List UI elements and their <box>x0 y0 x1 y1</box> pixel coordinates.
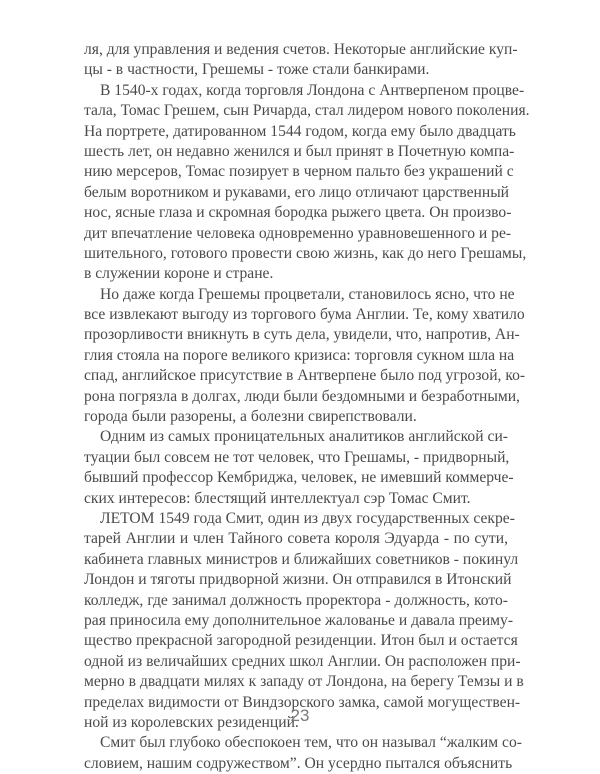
text-line: шительного, готового провести свою жизнь, как до него Грешамы, <box>84 244 527 262</box>
text-line: рона погрязла в долгах, люди были бездомными и безработными, <box>84 387 520 405</box>
text-line: Одним из самых проницательных аналитиков английской си- <box>100 428 508 446</box>
text-line: в служении короне и стране. <box>84 265 274 283</box>
text-line: ских интересов: блестящий интеллектуал сэр Томас Смит. <box>84 489 471 507</box>
text-line: нию мерсеров, Томас позирует в черном пальто без украшений с <box>84 163 514 181</box>
text-line: тала, Томас Грешем, сын Ричарда, стал лидером нового поколения. <box>84 102 530 120</box>
text-line: города были разорены, а болезни свирепствовали. <box>84 408 417 426</box>
text-line: В 1540-х годах, когда торговля Лондона с Антверпеном процве- <box>100 81 525 99</box>
text-line: нос, ясные глаза и скромная бородка рыжего цвета. Он произво- <box>84 204 512 222</box>
page-number: 23 <box>290 706 310 725</box>
paragraph <box>84 733 522 774</box>
paragraph <box>84 509 524 733</box>
text-line: щество прекрасной загородной резиденции. Итон был и остается <box>84 632 518 650</box>
text-line: ной из королевских резиденций. <box>84 713 299 731</box>
text-line: ЛЕТОМ 1549 года Смит, один из двух государственных секре- <box>100 509 515 527</box>
text-line: тарей Англии и член Тайного совета короля Эдуарда - по сути, <box>84 530 508 548</box>
text-line: кабинета главных министров и ближайших советников - покинул <box>84 550 519 568</box>
text-line: колледж, где занимал должность проректора - должность, кото- <box>84 591 508 609</box>
text-line: Но даже когда Грешемы процветали, становилось ясно, что не <box>100 285 515 303</box>
text-line: туации был совсем не тот человек, что Грешамы, - придворный, <box>84 448 510 466</box>
text-line: одной из величайших средних школ Англии. Он расположен при- <box>84 652 521 670</box>
text-line: дит впечатление человека одновременно уравновешенного и ре- <box>84 224 512 242</box>
text-line: белым воротником и рукавами, его лицо отличают царственный <box>84 183 510 201</box>
text-line: Смит был глубоко обеспокоен тем, что он называл “жалким со- <box>100 734 522 752</box>
text-line: ля, для управления и ведения счетов. Некоторые английские куп- <box>84 41 518 58</box>
text-line: На портрете, датированном 1544 годом, когда ему было двадцать <box>84 122 516 140</box>
paragraph <box>84 81 530 285</box>
text-line: мерно в двадцати милях к западу от Лондона, на берегу Темзы и в <box>84 673 524 691</box>
text-line: бывший профессор Кембриджа, человек, не имевший коммерче- <box>84 469 514 487</box>
paragraph <box>84 40 518 81</box>
text-line: глия стояла на пороге великого кризиса: торговля сукном шла на <box>84 346 515 364</box>
text-line: пределах видимости от Виндзорского замка, самой могуществен- <box>84 693 521 711</box>
text-line: рая приносила ему дополнительное жалованье и давала преиму- <box>84 611 514 629</box>
text-line: Лондон и тяготы придворной жизни. Он отправился в Итонский <box>84 571 512 589</box>
text-line: все извлекают выгоду из торгового бума Англии. Те, кому хватило <box>84 306 525 324</box>
text-line: цы - в частности, Грешемы - тоже стали банкирами. <box>84 61 430 79</box>
text-line: спад, английское присутствие в Антверпене было под угрозой, ко- <box>84 367 526 385</box>
text-line: шесть лет, он недавно женился и был принят в Почетную компа- <box>84 142 515 160</box>
page-body <box>84 40 530 774</box>
text-line: прозорливости вникнуть в суть дела, увидели, что, напротив, Ан- <box>84 326 520 344</box>
paragraph <box>84 285 526 428</box>
paragraph <box>84 427 514 509</box>
text-line: словием, нашим содружеством”. Он усердно пытался объяснить <box>84 754 513 772</box>
